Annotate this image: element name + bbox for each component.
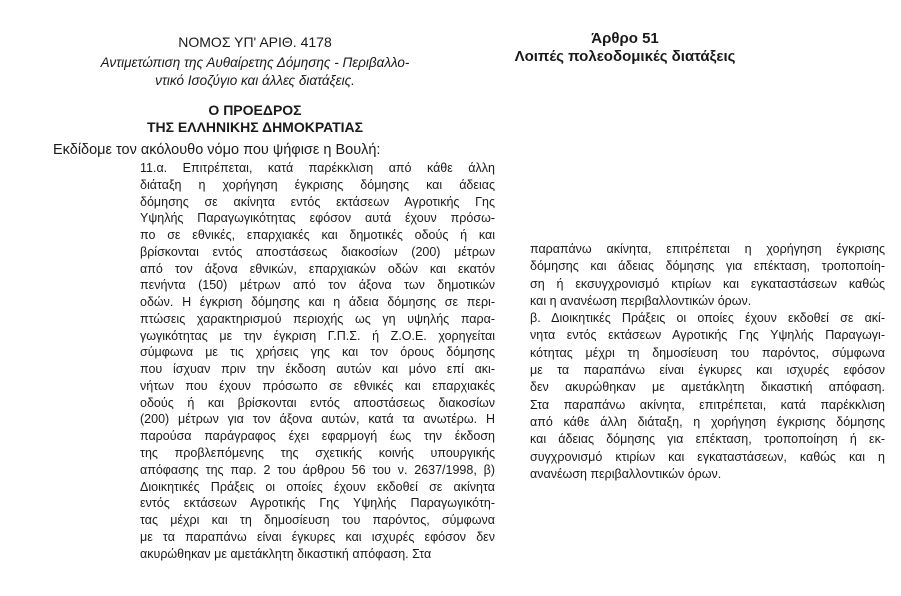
text-line: νητα εντός εκτάσεων Αγροτικής Γης Υψηλής Παραγωγι-	[530, 328, 885, 343]
text-line: Διοικητικές Πράξεις οι οποίες έχουν εκδοθεί σε ακίνητα	[140, 479, 495, 494]
text-line: 11.α. Επιτρέπεται, κατά παρέκκλιση από κάθε άλλη	[140, 161, 495, 175]
text-line: εντός εκτάσεων Αγροτικής Γης Υψηλής Παραγωγικότη-	[140, 496, 495, 511]
text-line: δόμησης σε ακίνητα εντός εκτάσεων Αγροτικής Γης	[140, 194, 495, 209]
text-line: σύμφωνα με τις χρήσεις γης και τον όρους δόμησης	[140, 345, 495, 360]
text-line: παρούσα παράγραφος έχει εφαρμογή έως την έκδοση	[140, 429, 495, 444]
law-subtitle	[20, 54, 490, 90]
text-line: οδούς ή και βρίσκονται εντός αποστάσεως διακοσίων	[140, 395, 495, 410]
article-title: Άρθρο 51	[591, 30, 659, 47]
text-line: από κάθε άλλη διάταξη, η χορήγηση έγκρισης δόμησης	[530, 414, 885, 429]
right-text-column	[530, 241, 885, 483]
text-line: διάταξη η χορήγηση έγκρισης δόμησης και άδειας	[140, 177, 495, 192]
law-subtitle-line: Αντιμετώπιση της Αυθαίρετης Δόμησης - Περιβαλλο-	[100, 55, 410, 70]
article-subtitle: Λοιπές πολεοδομικές διατάξεις	[514, 48, 736, 65]
text-line: Στα παραπάνω ακίνητα, επιτρέπεται, κατά παρέκκλιση	[530, 397, 885, 412]
text-line: με τα παραπάνω είναι έγκυρες και ισχυρές εφόσον δεν	[140, 529, 495, 544]
text-line: οδών. Η έγκριση δόμησης και η άδεια δόμησης σε περι-	[140, 295, 495, 310]
text-line: συγχρονισμό κτιρίων και εγκαταστάσεων, καθώς και η	[530, 449, 885, 464]
text-line: και η ανανέωση περιβαλλοντικών όρων.	[530, 293, 752, 308]
decree-text: Εκδίδομε τον ακόλουθο νόμο που ψήφισε η Βουλή:	[53, 142, 381, 158]
text-line: με τα παραπάνω είναι έγκυρες και ισχυρές εφόσον	[530, 363, 885, 378]
text-line: ανανέωση περιβαλλοντικών όρων.	[530, 466, 722, 481]
text-line: κότητας μέχρι τη δημοσίευση του παρόντος, σύμφωνα	[530, 345, 885, 360]
text-line: και άδειας δόμησης για επέκταση, τροποποίηση ή εκ-	[530, 432, 885, 447]
text-line: από τον άξονα εθνικών, επαρχιακών οδών και εκατόν	[140, 261, 495, 276]
president-line: Ο ΠΡΟΕΔΡΟΣ	[208, 102, 302, 118]
text-line: δόμησης και άδειας δόμησης για επέκταση, τροποποίη-	[530, 259, 885, 274]
text-line: πο σε εθνικές, επαρχιακές και δημοτικές οδούς ή και	[140, 228, 495, 243]
text-line: τας μέχρι και τη δημοσίευση του παρόντος, σύμφωνα	[140, 513, 495, 528]
president-heading	[95, 102, 415, 136]
left-text-column	[140, 160, 495, 562]
text-line: β. Διοικητικές Πράξεις οι οποίες έχουν εκδοθεί σε ακί-	[530, 311, 885, 326]
text-line: απόφασης της παρ. 2 του άρθρου 56 του ν. 2637/1998, β)	[140, 462, 495, 477]
text-line: παραπάνω ακίνητα, επιτρέπεται η χορήγηση έγκρισης	[530, 242, 885, 256]
text-line: ση ή εκσυγχρονισμό κτιρίων και εγκαταστάσεων καθώς	[530, 276, 885, 291]
text-line: βρίσκονται εντός αποστάσεως διακοσίων (200) μέτρων	[140, 244, 495, 259]
text-line: που ίσχυαν πριν την έκδοση αυτών και μόνο επί ακι-	[140, 362, 495, 377]
text-line: της προβλεπόμενης της σχετικής κοινής υπουργικής	[140, 446, 495, 461]
law-title: ΝΟΜΟΣ ΥΠ' ΑΡΙΘ. 4178	[178, 34, 332, 50]
text-line: (200) μέτρων για τον άξονα αυτών, κατά τα ανωτέρω. Η	[140, 412, 495, 427]
text-line: γωγικότητας με την έγκριση Γ.Π.Σ. ή Ζ.Ο.Ε. χορηγείται	[140, 328, 495, 343]
text-line: ακυρώθηκαν με αμετάκλητη δικαστική απόφαση. Στα	[140, 546, 432, 561]
text-line: πενήντα (150) μέτρων από τον άξονα των δημοτικών	[140, 278, 495, 293]
law-subtitle-line: ντικό Ισοζύγιο και άλλες διατάξεις.	[155, 73, 355, 88]
president-line: ΤΗΣ ΕΛΛΗΝΙΚΗΣ ΔΗΜΟΚΡΑΤΙΑΣ	[146, 119, 364, 135]
text-line: δεν ακυρώθηκαν με αμετάκλητη δικαστική απόφαση.	[530, 380, 885, 395]
text-line: Υψηλής Παραγωγικότητας εφόσον αυτά έχουν πρόσω-	[140, 211, 495, 226]
text-line: νήτων που έχουν πρόσωπο σε εθνικές και επαρχιακές	[140, 378, 495, 393]
text-line: πτώσεις χαρακτηρισμού περιοχής ως γη υψηλής παρα-	[140, 311, 495, 326]
